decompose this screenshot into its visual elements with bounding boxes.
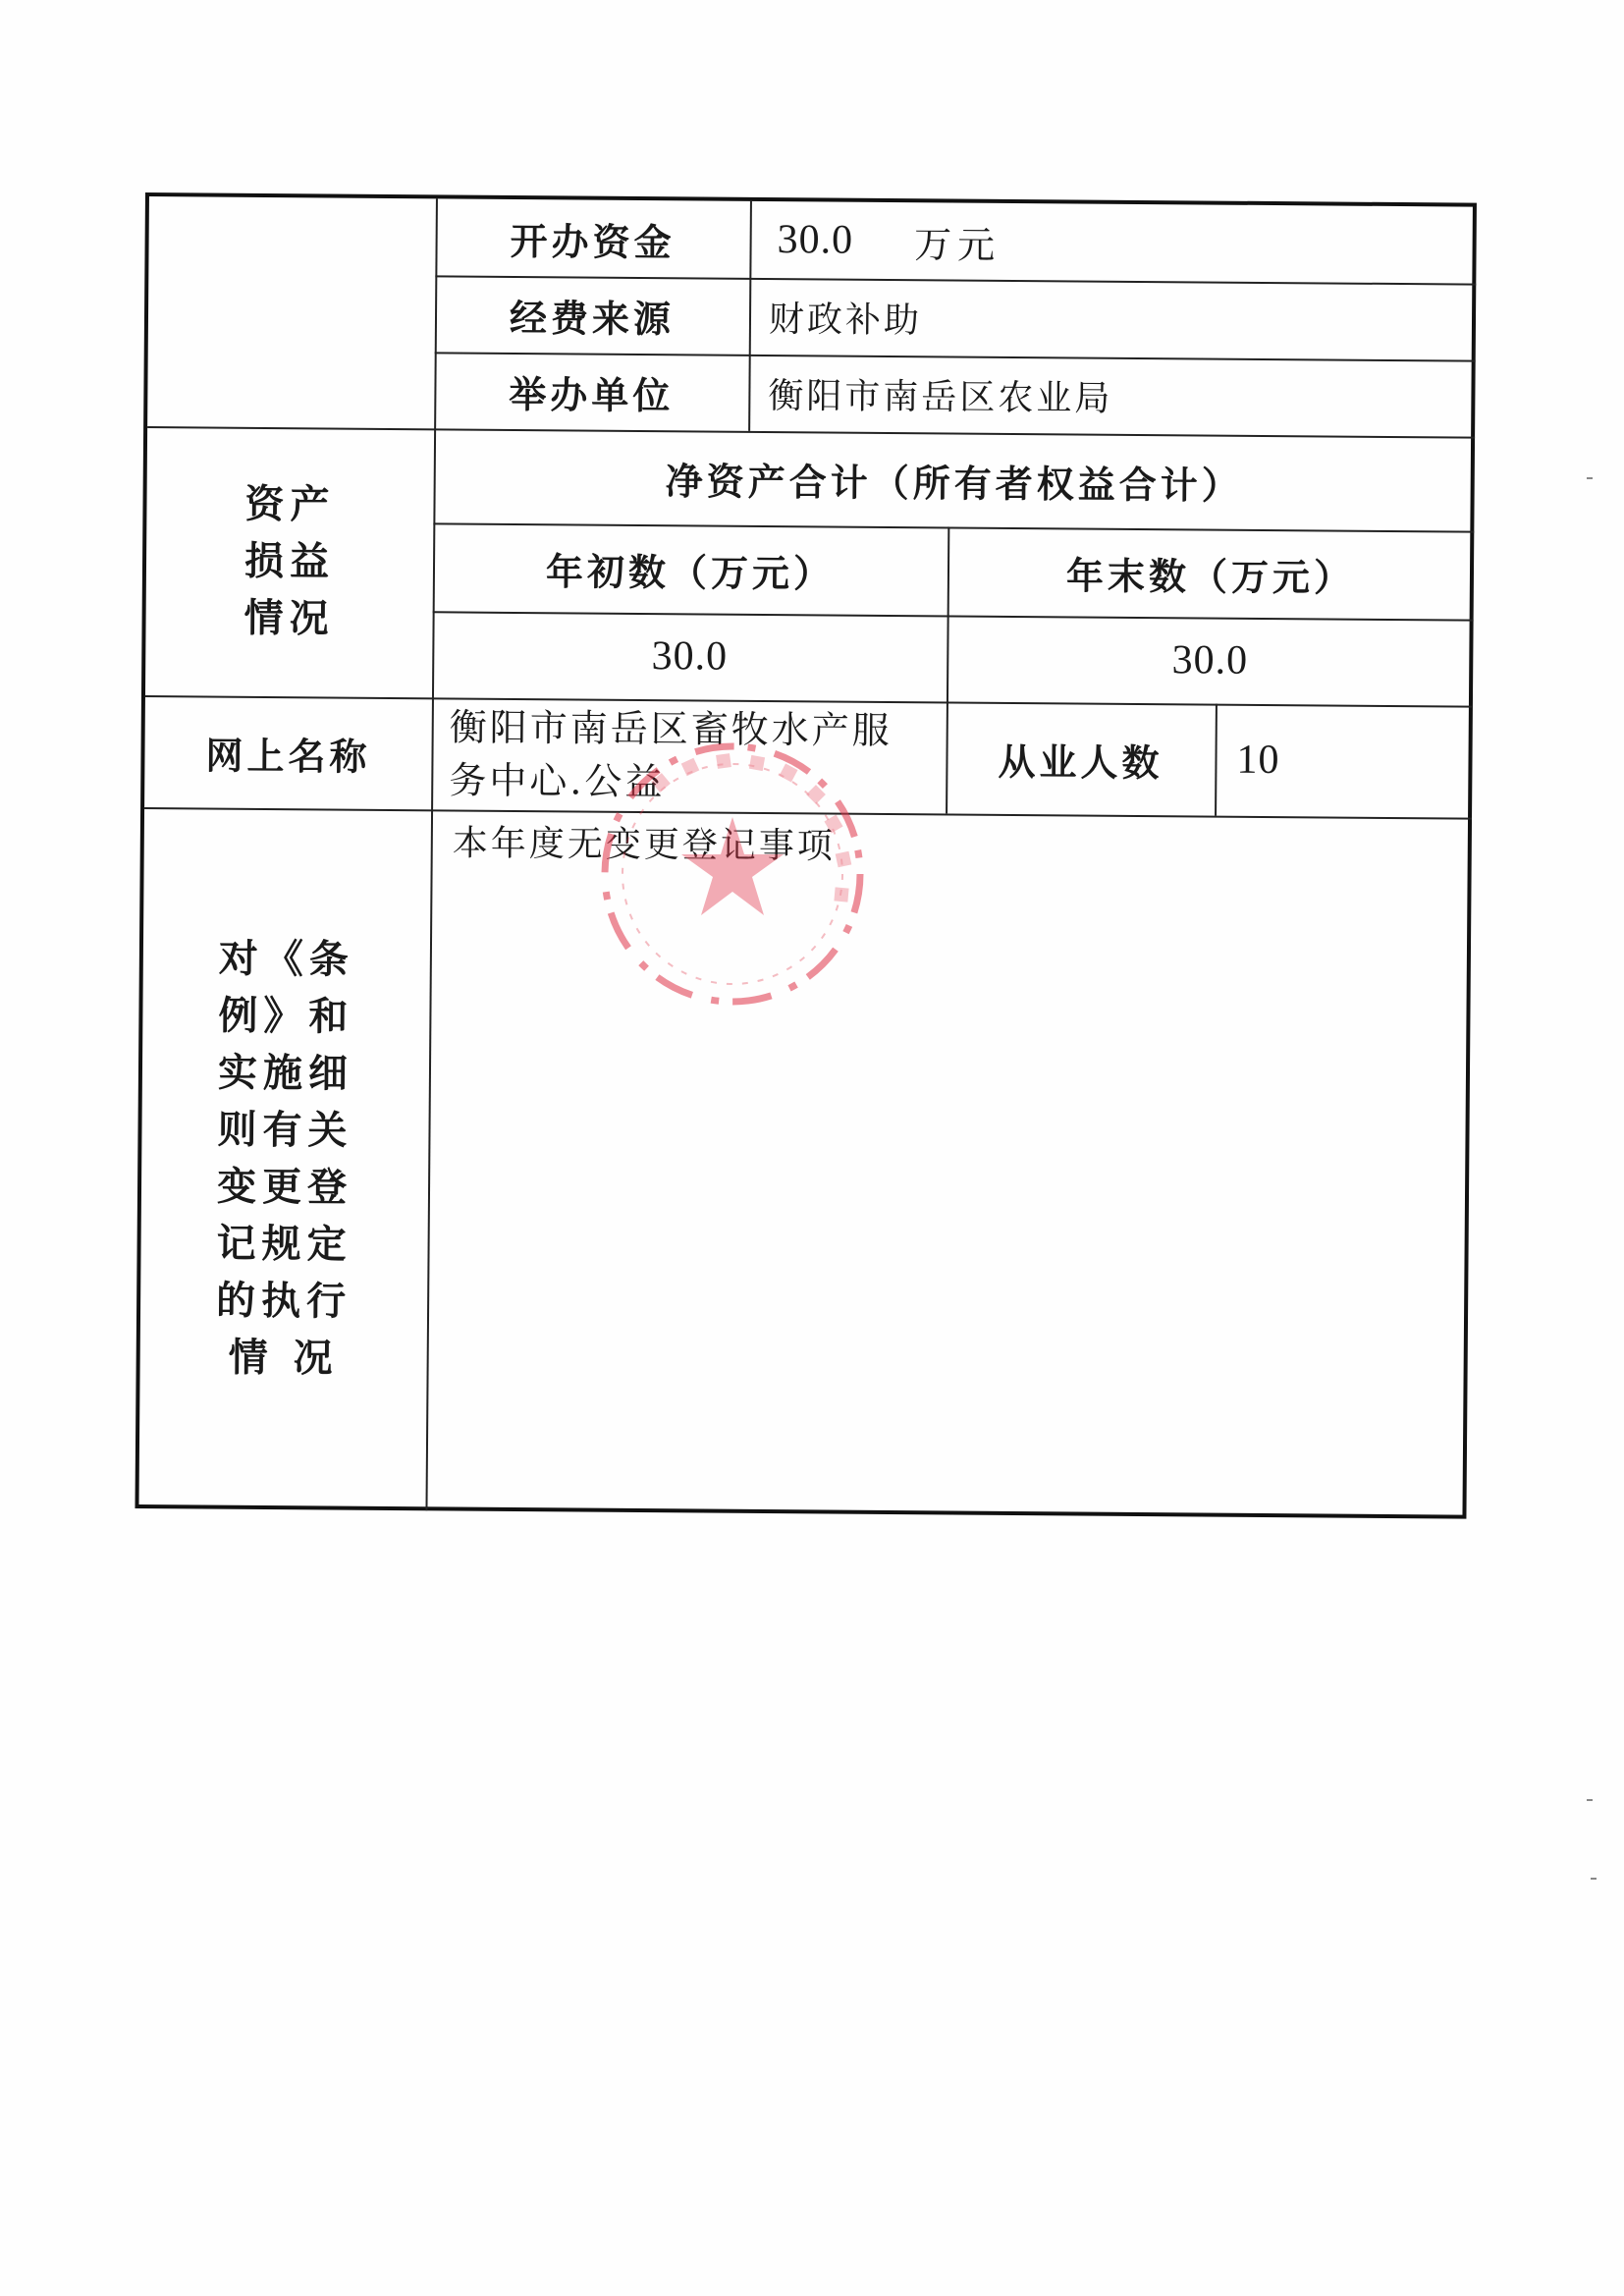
staff-count-value: 10 — [1236, 737, 1280, 784]
staff-count-label: 从业人数 — [998, 739, 1164, 785]
begin-year-label: 年初数（万元） — [545, 549, 836, 596]
funding-amount: 30.0 — [777, 217, 854, 263]
end-year-value: 30.0 — [1171, 637, 1249, 683]
online-name-line-2: 务中心.公益 — [449, 758, 666, 804]
sponsor-label: 举办单位 — [509, 372, 675, 417]
source-label: 经费来源 — [509, 296, 676, 341]
assets-section-label: 资产 损益 情况 — [244, 481, 336, 642]
funding-unit: 万元 — [913, 222, 1001, 267]
scan-speck — [1587, 1799, 1593, 1801]
begin-year-value: 30.0 — [651, 633, 729, 680]
online-name-label: 网上名称 — [205, 734, 371, 779]
seal-star-icon — [681, 817, 784, 915]
sponsor-value: 衡阳市南岳区农业局 — [768, 375, 1113, 419]
scan-speck — [1591, 1878, 1597, 1880]
execution-label: 对《条 例》和 实施细 则有关 变更登 记规定 的执行 情 况 — [215, 936, 355, 1382]
funding-value — [777, 201, 1465, 283]
scan-speck — [1587, 477, 1593, 479]
end-year-label: 年末数（万元） — [1065, 553, 1356, 600]
net-assets-header: 净资产合计（所有者权益合计） — [665, 459, 1243, 508]
execution-value: 本年度无变更登记事项 — [452, 823, 836, 867]
official-seal — [585, 727, 880, 1021]
online-name-line-1: 衡阳市南岳区畜牧水产服 — [449, 705, 893, 752]
source-value: 财政补助 — [768, 299, 923, 341]
funding-label: 开办资金 — [510, 219, 676, 264]
